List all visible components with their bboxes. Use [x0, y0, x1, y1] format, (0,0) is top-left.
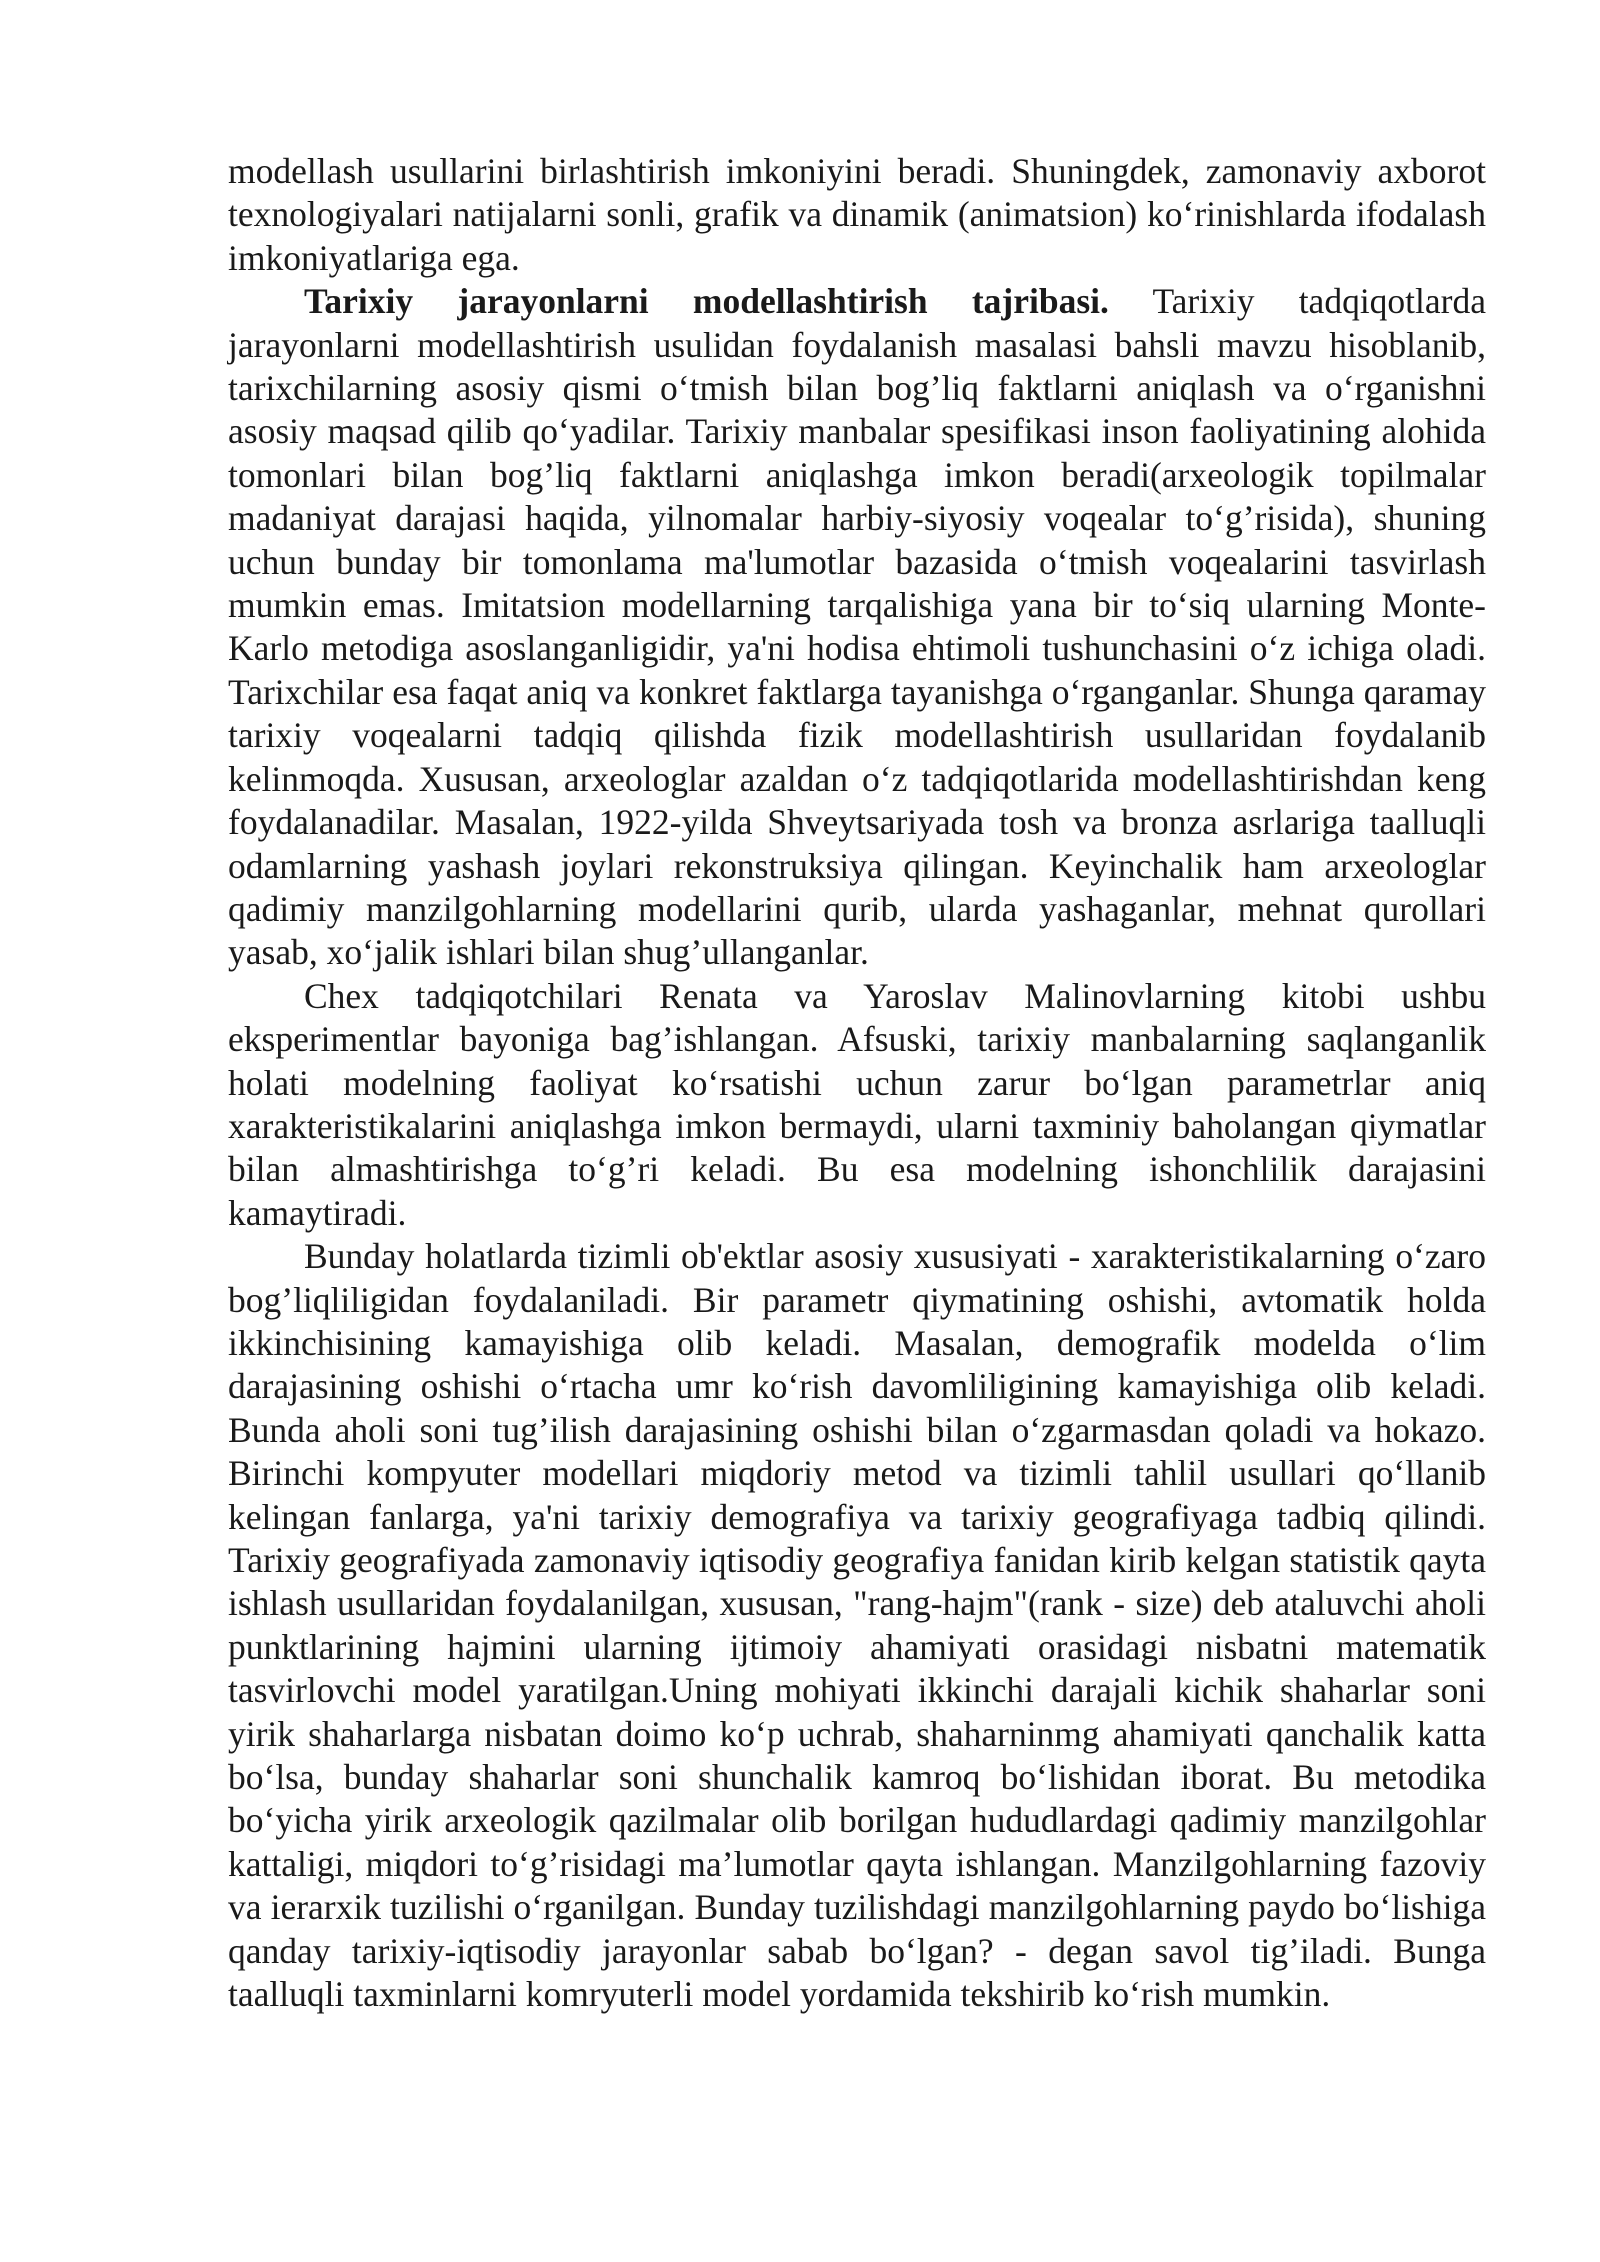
section-heading: Tarixiy jarayonlarni modellashtirish tajribasi. — [304, 281, 1109, 322]
paragraph-systemic-objects: Bunday holatlarda tizimli ob'ektlar asosiy xususiyati - xarakteristikalarning oʻzaro bog’liqliligidan foydalaniladi. Bir parametr qiymatining oshishi, avtomatik holda ikkinchisining kamayishiga olib keladi. Masalan, demografik modelda oʻlim darajasining oshishi oʻrtacha umr koʻrish davomliligining kamayishiga olib keladi. Bunda aholi soni tug’ilish darajasining oshishi bilan oʻzgarmasdan qoladi va hokazo. Birinchi kompyuter modellari miqdoriy metod va tizimli tahlil usullari qoʻllanib kelingan fanlarga, ya'ni tarixiy demografiya va tarixiy geografiyaga tadbiq qilindi. Tarixiy geografiyada zamonaviy iqtisodiy geografiya fanidan kirib kelgan statistik qayta ishlash usullaridan foydalanilgan, xususan, "rang-hajm"(rank - size) deb ataluvchi aholi punktlarining hajmini ularning ijtimoiy ahamiyati orasidagi nisbatni matematik tasvirlovchi model yaratilgan.Uning mohiyati ikkinchi darajali kichik shaharlar soni yirik shaharlarga nisbatan doimo koʻp uchrab, shaharninmg ahamiyati qanchalik katta boʻlsa, bunday shaharlar soni shunchalik kamroq boʻlishidan iborat. Bu metodika boʻyicha yirik arxeologik qazilmalar olib borilgan hududlardagi qadimiy manzilgohlar kattaligi, miqdori toʻg’risidagi ma’lumotlar qayta ishlangan. Manzilgohlarning fazoviy va ierarxik tuzilishi oʻrganilgan. Bunday tuzilishdagi manzilgohlarning paydo boʻlishiga qanday tarixiy-iqtisodiy jarayonlar sabab boʻlgan? - degan savol tig’iladi. Bunga taalluqli taxminlarni komryuterli model yordamida tekshirib koʻrish mumkin. — [228, 1236, 1486, 2015]
document-page — [228, 150, 1486, 2016]
paragraph-czech-researchers: Chex tadqiqotchilari Renata va Yaroslav Malinovlarning kitobi ushbu eksperimentlar bayoniga bag’ishlangan. Afsuski, tarixiy manbalarning saqlanganlik holati modelning faoliyat koʻrsatishi uchun zarur boʻlgan parametrlar aniq xarakteristikalarini aniqlashga imkon bermaydi, ularni taxminiy baholangan qiymatlar bilan almashtirishga toʻg’ri keladi. Bu esa modelning ishonchlilik darajasini kamaytiradi. — [228, 975, 1486, 1233]
paragraph-body: Tarixiy tadqiqotlarda jarayonlarni modellashtirish usulidan foydalanish masalasi bahsli mavzu hisoblanib, tarixchilarning asosiy qismi oʻtmish bilan bog’liq faktlarni aniqlash va oʻrganishni asosiy maqsad qilib qoʻyadilar. Tarixiy manbalar spesifikasi inson faoliyatining alohida tomonlari bilan bog’liq faktlarni aniqlashga imkon beradi(arxeologik topilmalar madaniyat darajasi haqida, yilnomalar harbiy-siyosiy voqealar toʻg’risida), shuning uchun bunday bir tomonlama ma'lumotlar bazasida oʻtmish voqealarini tasvirlash mumkin emas. Imitatsion modellarning tarqalishiga yana bir toʻsiq ularning Monte-Karlo metodiga asoslanganligidir, ya'ni hodisa ehtimoli tushunchasini oʻz ichiga oladi. Tarixchilar esa faqat aniq va konkret faktlarga tayanishga oʻrganganlar. Shunga qaramay tarixiy voqealarni tadqiq qilishda fizik modellashtirish usullaridan foydalanib kelinmoqda. Xususan, arxeologlar azaldan oʻz tadqiqotlarida modellashtirishdan keng foydalanadilar. Masalan, 1922-yilda Shveytsariyada tosh va bronza asrlariga taalluqli odamlarning yashash joylari rekonstruksiya qilingan. Keyinchalik ham arxeologlar qadimiy manzilgohlarning modellarini qurib, ularda yashaganlar, mehnat qurollari yasab, xoʻjalik ishlari bilan shug’ullanganlar. — [228, 281, 1486, 973]
paragraph-modelling-experience — [228, 280, 1486, 975]
paragraph-continuation: modellash usullarini birlashtirish imkoniyini beradi. Shuningdek, zamonaviy axborot texnologiyalari natijalarni sonli, grafik va dinamik (animatsion) koʻrinishlarda ifodalash imkoniyatlariga ega. — [228, 151, 1486, 278]
